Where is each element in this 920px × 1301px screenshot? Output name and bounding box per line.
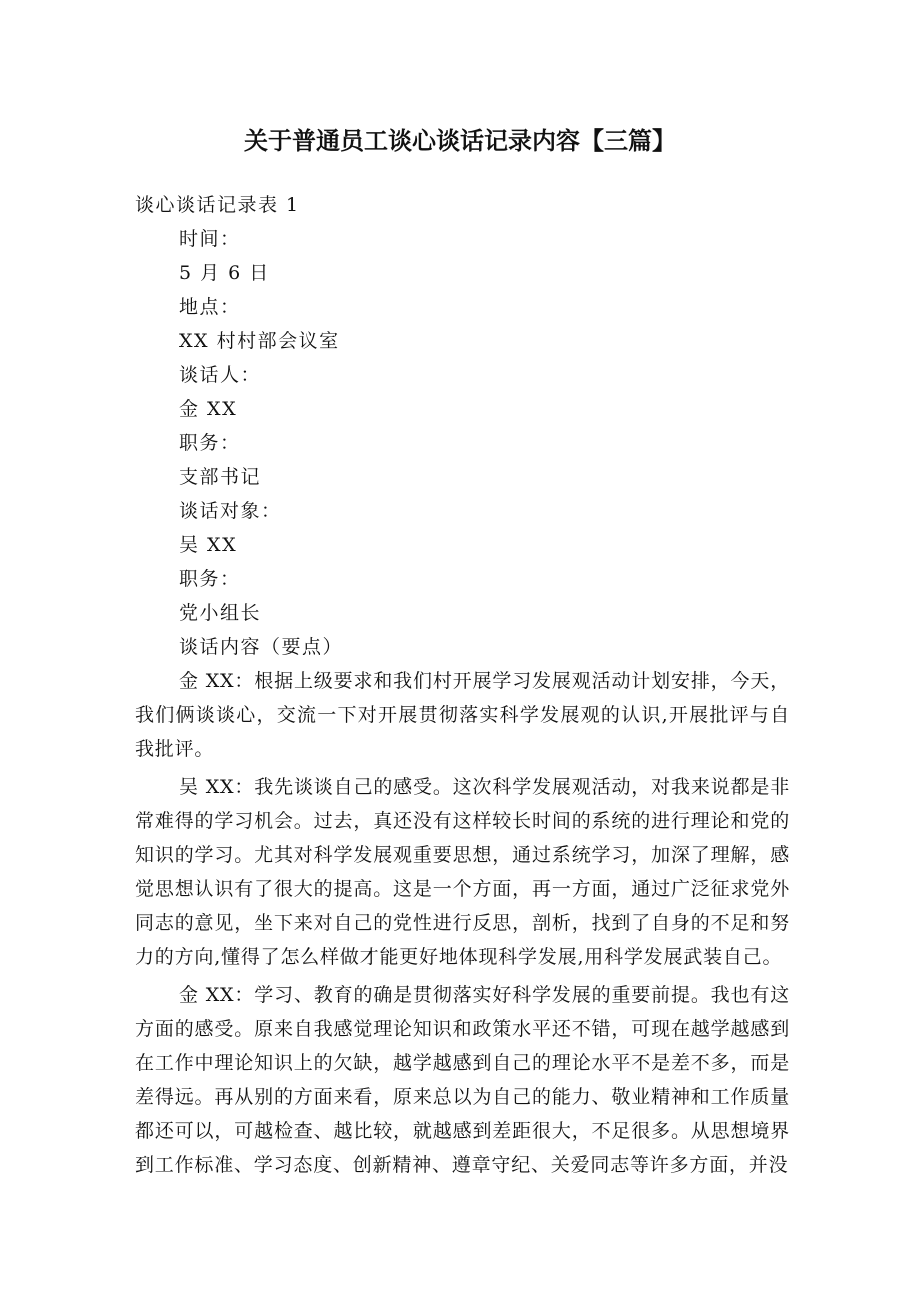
time-label: 时间： — [179, 228, 241, 250]
document-body — [135, 188, 790, 1182]
speaker-position-label: 职务： — [179, 432, 241, 454]
content-heading: 谈话内容（要点） — [179, 636, 344, 658]
interviewee-position-value: 党小组长 — [179, 602, 262, 624]
time-value: 5 月 6 日 — [179, 262, 270, 284]
interviewee-position-label: 职务： — [179, 568, 241, 590]
location-value: XX 村村部会议室 — [179, 330, 340, 352]
interviewee-label: 谈话对象： — [179, 500, 282, 522]
speaker-label: 谈话人： — [179, 364, 262, 386]
paragraph-2: 吴 XX：我先谈谈自己的感受。这次科学发展观活动，对我来说都是非常难得的学习机会。过去，真还没有这样较长时间的系统的进行理论和党的知识的学习。尤其对科学发展观重要思想，通过系统学习，加深了理解，感觉思想认识有了很大的提高。这是一个方面，再一方面，通过广泛征求党外同志的意见，坐下来对自己的党性进行反思，剖析，找到了自身的不足和努力的方向,懂得了怎么样做才能更好地体现科学发展,用科学发展武装自己。 — [135, 776, 790, 968]
interviewee-value: 吴 XX — [179, 534, 238, 556]
speaker-value: 金 XX — [179, 398, 238, 420]
paragraph-3: 金 XX：学习、教育的确是贯彻落实好科学发展的重要前提。我也有这方面的感受。原来自我感觉理论知识和政策水平还不错，可现在越学越感到在工作中理论知识上的欠缺，越学越感到自己的理论水平不是差不多，而是差得远。再从别的方面来看，原来总以为自己的能力、敬业精神和工作质量都还可以，可越检查、越比较，就越感到差距很大，不足很多。从思想境界到工作标准、学习态度、创新精神、遵章守纪、关爱同志等许多方面，并没 — [135, 984, 790, 1176]
document-title: 关于普通员工谈心谈话记录内容【三篇】 — [244, 127, 676, 155]
location-label: 地点： — [179, 296, 241, 318]
paragraph-1: 金 XX：根据上级要求和我们村开展学习发展观活动计划安排，今天，我们俩谈谈心，交流一下对开展贯彻落实科学发展观的认识,开展批评与自我批评。 — [135, 670, 790, 760]
record-heading: 谈心谈话记录表 1 — [135, 194, 300, 216]
speaker-position-value: 支部书记 — [179, 466, 262, 488]
